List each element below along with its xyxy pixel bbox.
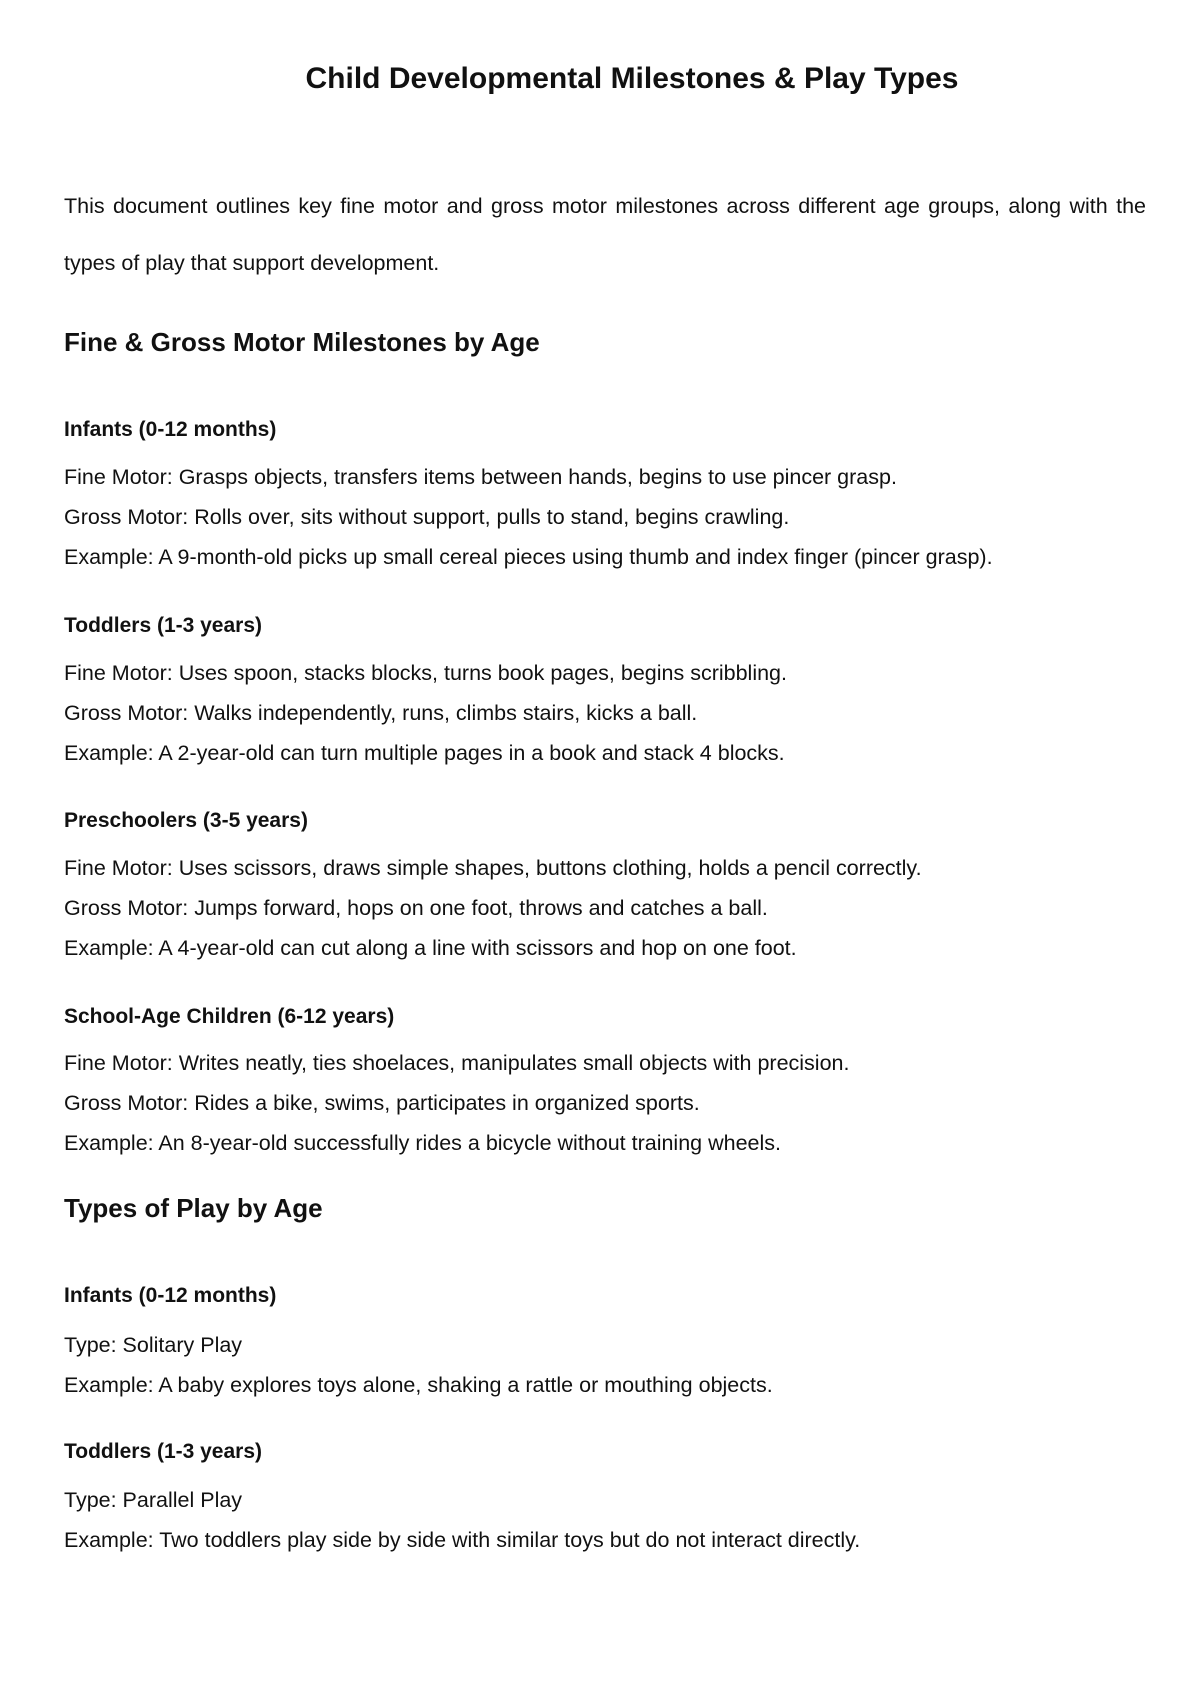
milestone-gross-preschoolers: Gross Motor: Jumps forward, hops on one foot, throws and catches a ball. xyxy=(64,896,768,920)
intro-paragraph: This document outlines key fine motor and gross motor milestones across different age groups, along with the types of play that support development. xyxy=(64,194,1146,275)
milestone-fine-infants: Fine Motor: Grasps objects, transfers items between hands, begins to use pincer grasp. xyxy=(64,465,897,489)
milestone-gross-school-age: Gross Motor: Rides a bike, swims, participates in organized sports. xyxy=(64,1091,700,1115)
milestone-age-infants: Infants (0-12 months) xyxy=(64,418,277,441)
play-example-infants: Example: A baby explores toys alone, shaking a rattle or mouthing objects. xyxy=(64,1373,773,1397)
milestone-gross-toddlers: Gross Motor: Walks independently, runs, climbs stairs, kicks a ball. xyxy=(64,701,698,725)
play-type-infants: Type: Solitary Play xyxy=(64,1333,243,1357)
document-title: Child Developmental Milestones & Play Types xyxy=(305,62,959,95)
milestone-example-toddlers: Example: A 2-year-old can turn multiple pages in a book and stack 4 blocks. xyxy=(64,741,785,765)
milestone-age-school-age: School-Age Children (6-12 years) xyxy=(64,1005,395,1028)
play-example-toddlers: Example: Two toddlers play side by side with similar toys but do not interact directly. xyxy=(64,1528,861,1552)
play-age-toddlers: Toddlers (1-3 years) xyxy=(64,1440,263,1463)
play-age-infants: Infants (0-12 months) xyxy=(64,1284,277,1307)
milestones-heading: Fine & Gross Motor Milestones by Age xyxy=(64,327,540,357)
milestone-gross-infants: Gross Motor: Rolls over, sits without support, pulls to stand, begins crawling. xyxy=(64,505,790,529)
milestone-age-preschoolers: Preschoolers (3-5 years) xyxy=(64,809,308,832)
milestone-example-infants: Example: A 9-month-old picks up small cereal pieces using thumb and index finger (pincer grasp). xyxy=(64,545,993,569)
milestone-fine-preschoolers: Fine Motor: Uses scissors, draws simple shapes, buttons clothing, holds a pencil correctly. xyxy=(64,856,922,880)
play-heading: Types of Play by Age xyxy=(64,1193,323,1223)
milestone-example-school-age: Example: An 8-year-old successfully rides a bicycle without training wheels. xyxy=(64,1131,781,1155)
play-type-toddlers: Type: Parallel Play xyxy=(64,1488,243,1512)
milestone-age-toddlers: Toddlers (1-3 years) xyxy=(64,614,263,637)
milestone-fine-school-age: Fine Motor: Writes neatly, ties shoelaces, manipulates small objects with precision. xyxy=(64,1051,850,1075)
milestone-example-preschoolers: Example: A 4-year-old can cut along a line with scissors and hop on one foot. xyxy=(64,936,797,960)
milestone-fine-toddlers: Fine Motor: Uses spoon, stacks blocks, turns book pages, begins scribbling. xyxy=(64,661,787,685)
